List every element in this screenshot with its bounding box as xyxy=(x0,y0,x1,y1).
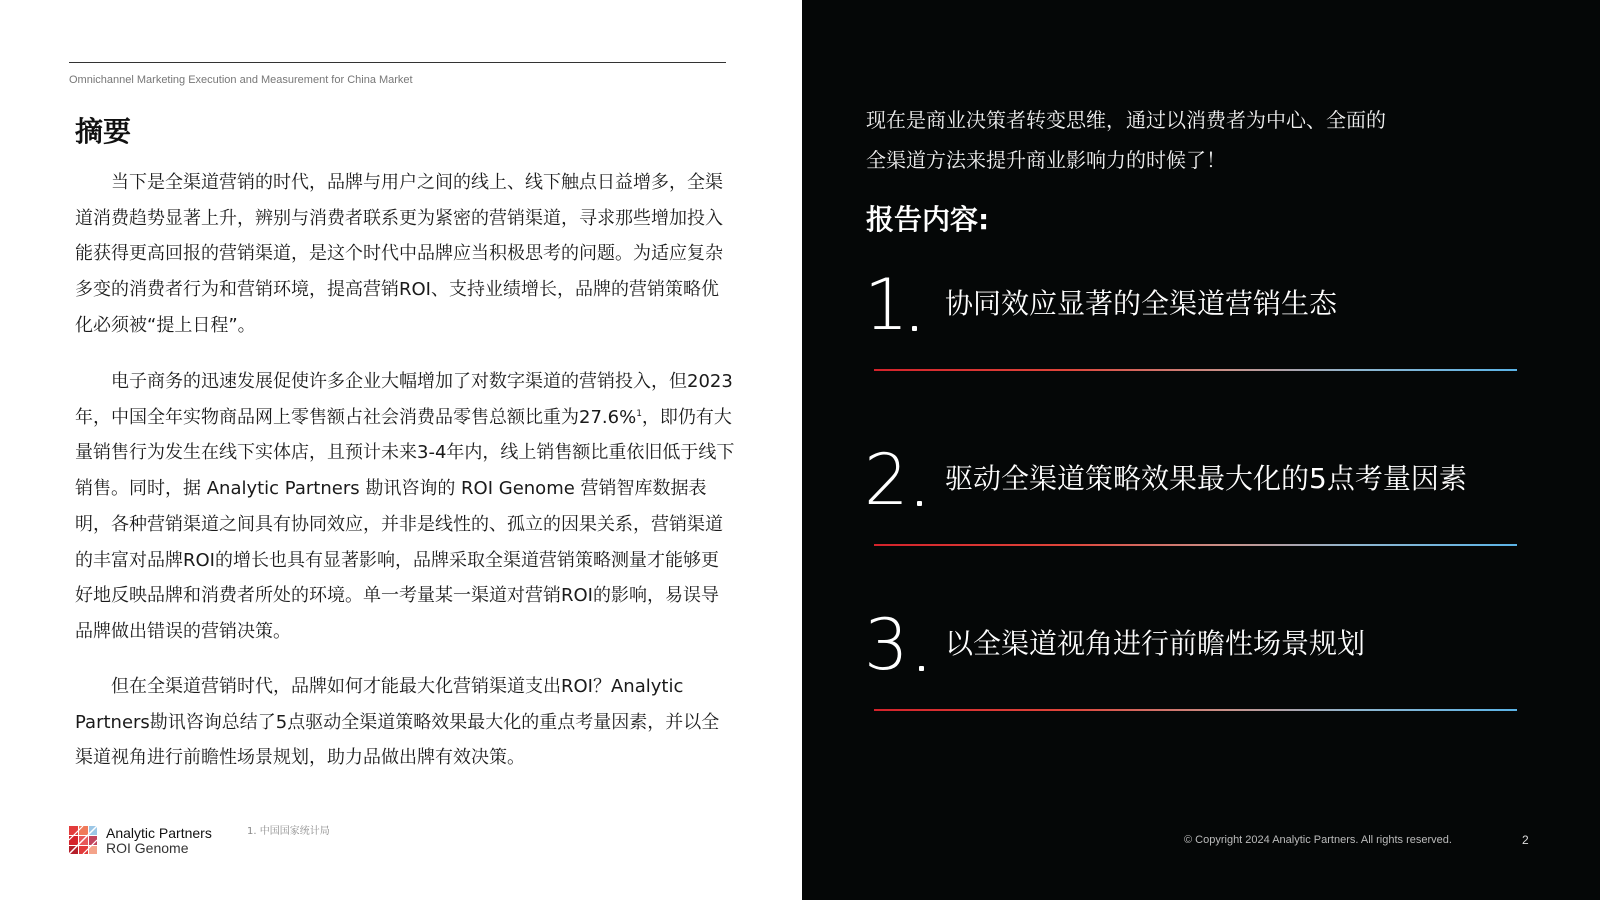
item-label: 协同效应显著的全渠道营销生态 xyxy=(945,287,1338,320)
item-divider xyxy=(874,369,1517,371)
report-contents-title: 报告内容: xyxy=(866,203,990,236)
copyright-notice: © Copyright 2024 Analytic Partners. All rights reserved. xyxy=(1184,834,1452,846)
logo-line-2: ROI Genome xyxy=(106,840,189,856)
number-dot xyxy=(919,666,924,671)
item-divider xyxy=(874,544,1517,546)
intro-line-2: 全渠道方法来提升商业影响力的时候了！ xyxy=(866,148,1226,172)
summary-paragraph-2 xyxy=(75,364,735,650)
number-dot xyxy=(912,326,917,331)
item-divider xyxy=(874,709,1517,711)
right-panel xyxy=(802,0,1600,900)
document-subtitle: Omnichannel Marketing Execution and Measurement for China Market xyxy=(69,74,413,86)
item-number: 3 xyxy=(864,604,909,686)
number-dot xyxy=(917,501,922,506)
item-number: 1 xyxy=(864,264,909,346)
page-number: 2 xyxy=(1522,833,1529,847)
intro-line-1: 现在是商业决策者转变思维，通过以消费者为中心、全面的 xyxy=(866,108,1386,132)
summary-title: 摘要 xyxy=(75,115,132,148)
summary-paragraph-3: 但在全渠道营销时代，品牌如何才能最大化营销渠道支出ROI？Analytic Partners勘讯咨询总结了5点驱动全渠道策略效果最大化的重点考量因素，并以全渠道视角进行前瞻性场景规划，助力品做出牌有效决策。 xyxy=(75,676,720,769)
header-rule xyxy=(69,62,726,63)
paragraph2-text-a: 电子商务的迅速发展促使许多企业大幅增加了对数字渠道的营销投入，但2023年，中国全年实物商品网上零售额占社会消费品零售总额比重为27.6% xyxy=(75,371,733,428)
logo-wordmark xyxy=(106,826,212,856)
intro-text xyxy=(866,100,1506,180)
paragraph2-text-b: ，即仍有大量销售行为发生在线下实体店，且预计未来3-4年内，线上销售额比重依旧低于线下销售。同时，据 Analytic Partners 勘讯咨询的 ROI Genome 营销智库数据表明，各种营销渠道之间具有协同效应，并非是线性的、孤立的因果关系，营销渠道的丰富对品牌ROI的增长也具有显著影响，品牌采取全渠道营销策略测量才能够更好地反映品牌和消费者所处的环境。单一考量某一渠道对营销ROI的影响，易误导品牌做出错误的营销决策。 xyxy=(75,406,735,642)
footnote: 1. 中国国家统计局 xyxy=(247,826,330,837)
footnote-marker: 1 xyxy=(636,408,642,419)
logo-line-1: Analytic Partners xyxy=(106,825,212,841)
summary-paragraph-1: 当下是全渠道营销的时代，品牌与用户之间的线上、线下触点日益增多，全渠道消费趋势显著上升，辨别与消费者联系更为紧密的营销渠道，寻求那些增加投入能获得更高回报的营销渠道，是这个时代中品牌应当积极思考的问题。为适应复杂多变的消费者行为和营销环境，提高营销ROI、支持业绩增长，品牌的营销策略优化必须被“提上日程”。 xyxy=(75,172,723,336)
item-label: 以全渠道视角进行前瞻性场景规划 xyxy=(945,627,1366,660)
analytic-partners-logo-icon xyxy=(69,826,97,854)
item-label: 驱动全渠道策略效果最大化的5点考量因素 xyxy=(945,462,1467,495)
item-number: 2 xyxy=(864,439,909,521)
